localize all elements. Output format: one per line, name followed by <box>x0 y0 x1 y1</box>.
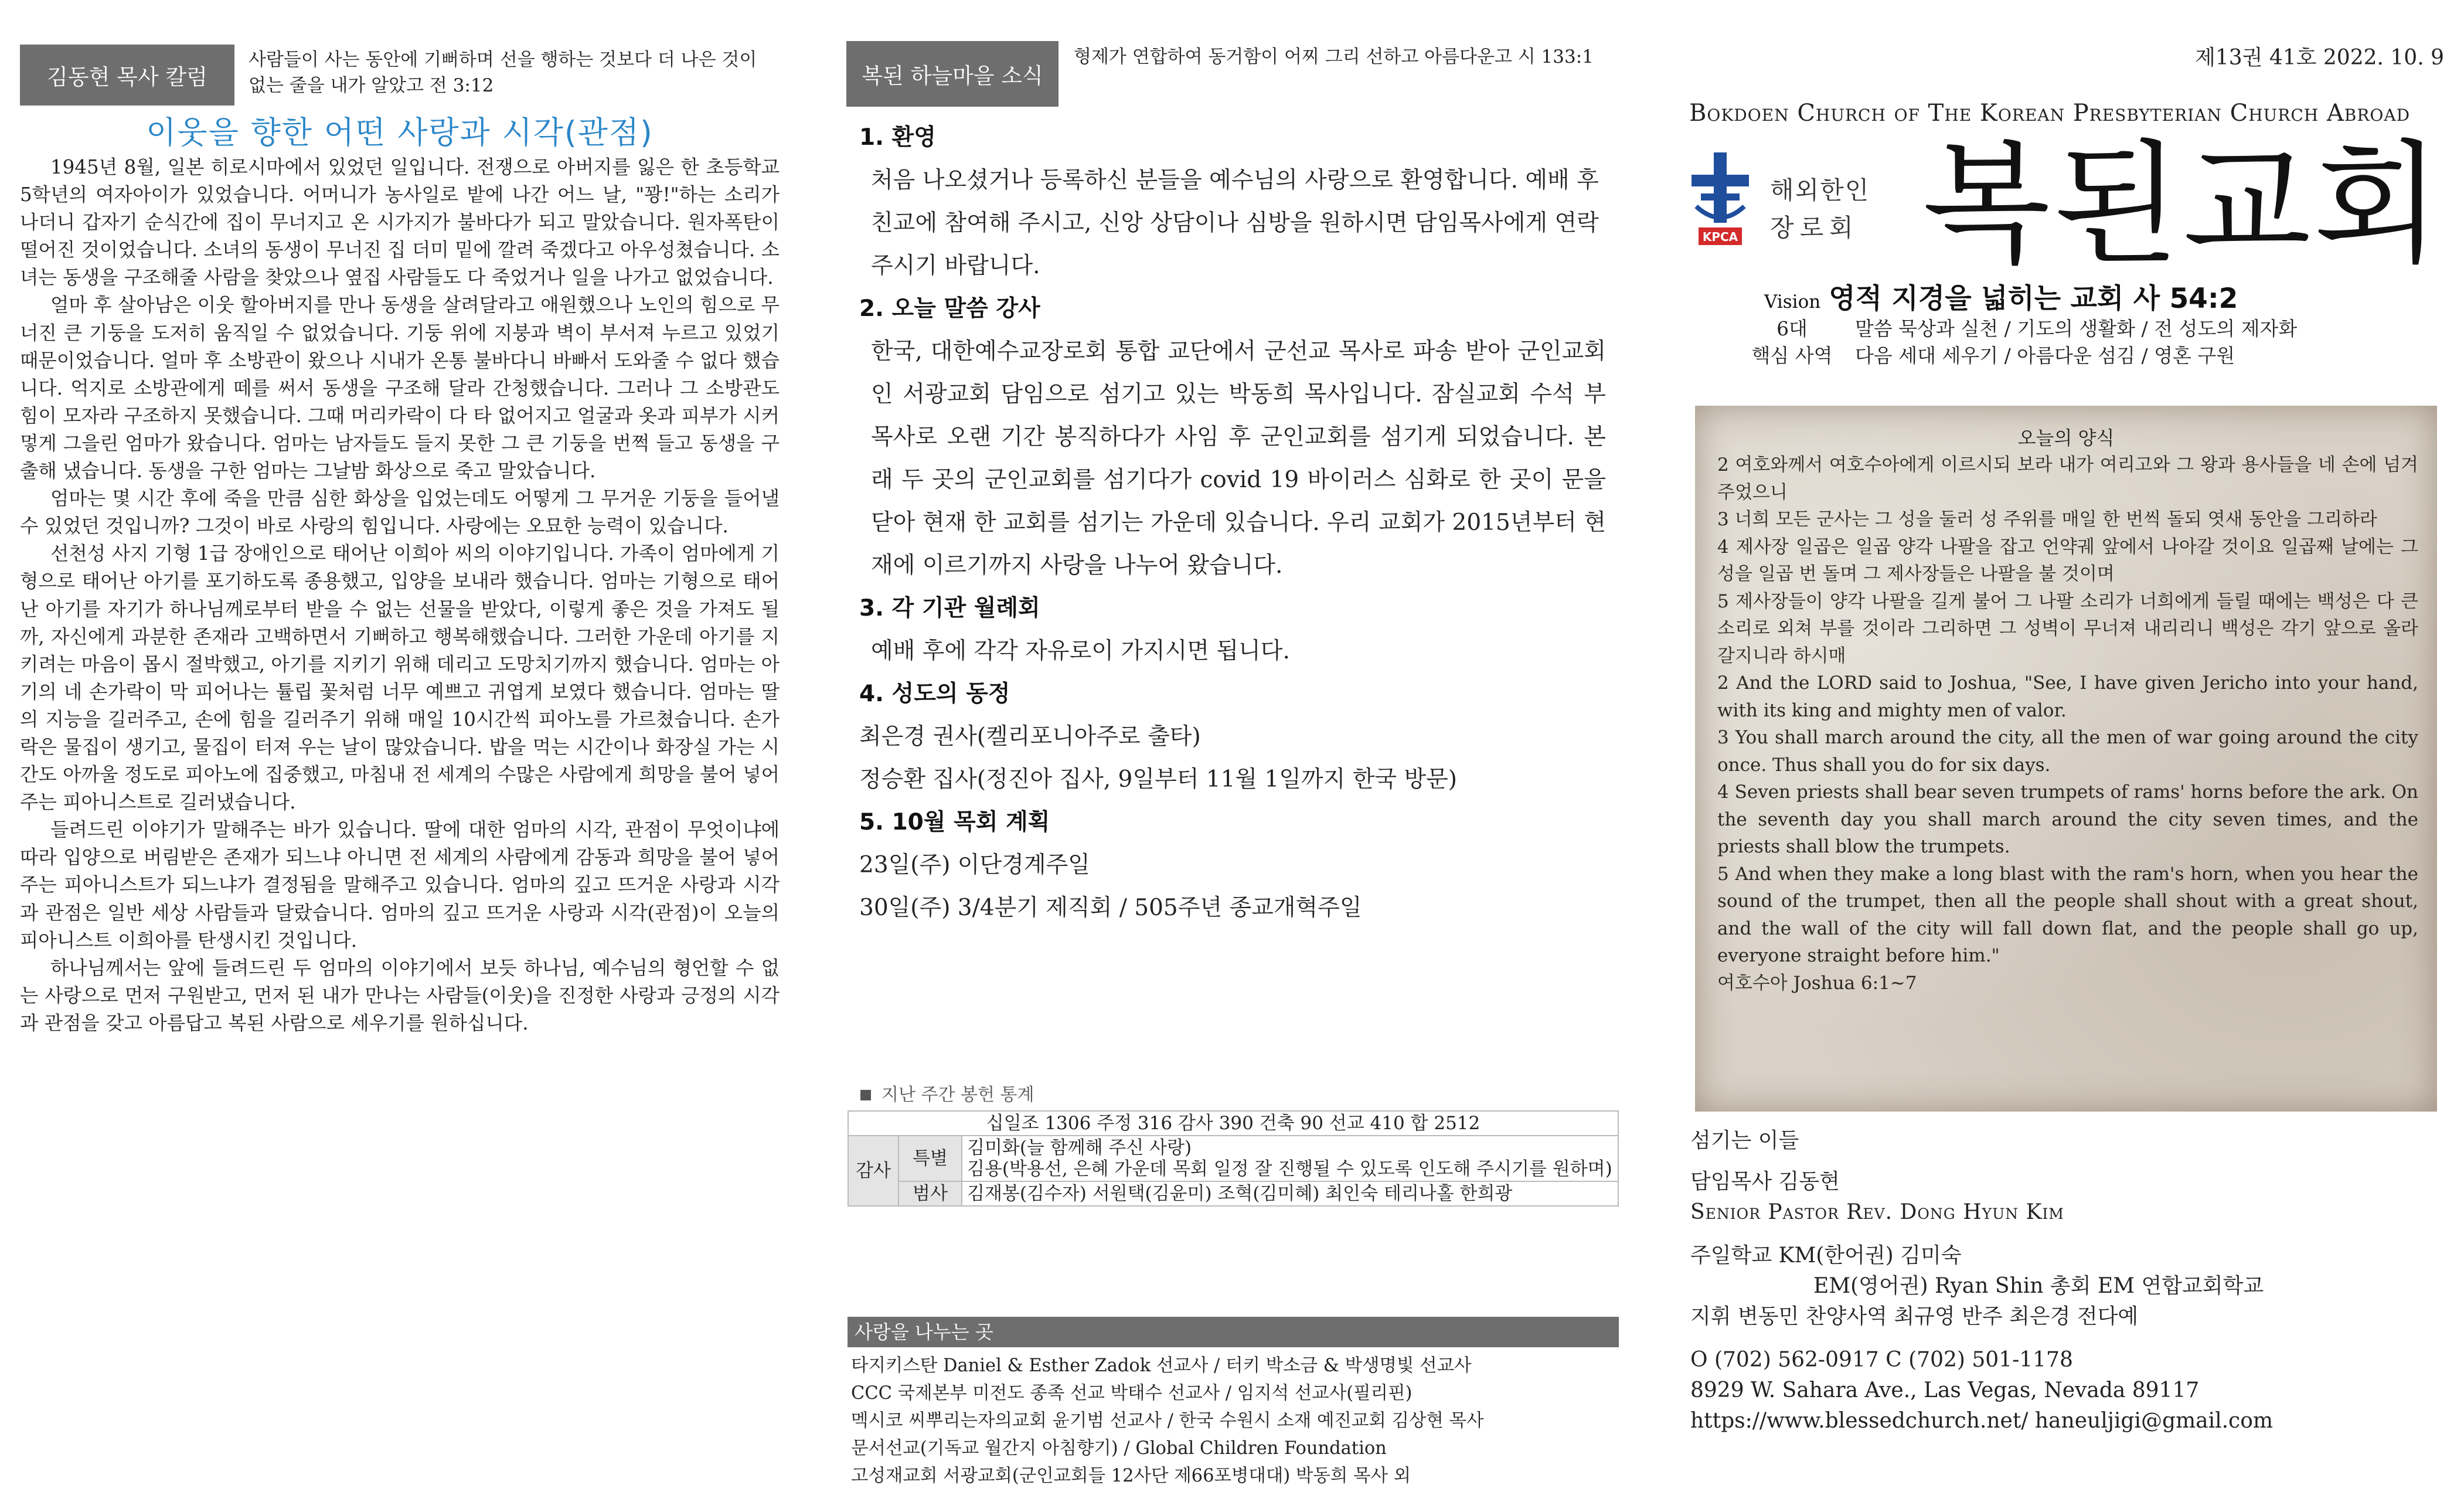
scripture-verse: 4 제사장 일곱은 일곱 양각 나팔을 잡고 언약궤 앞에서 나아갈 것이요 일곱째 날에는 그 성을 일곱 번 돌며 그 제사장들은 나팔을 불 것이며 <box>1717 536 2418 585</box>
web-and-email[interactable]: https://www.blessedchurch.net/ haneuljigi@gmail.com <box>1690 1409 2274 1433</box>
offering-summary: 십일조 1306 주정 316 감사 390 건축 90 선교 410 합 2512 <box>848 1111 1618 1136</box>
issue-info: 제13권 41호 2022. 10. 9 <box>2195 46 2444 70</box>
senior-pastor-ko: 담임목사 김동현 <box>1690 1170 1840 1194</box>
vision-text: 영적 지경을 넓히는 교회 사 54:2 <box>1829 283 2238 315</box>
sharing-item: CCC 국제본부 미전도 종족 선교 박태수 선교사 / 임지석 선교사(필리핀) <box>851 1383 1413 1404</box>
news-header-label: 복된 하늘마을 소식 <box>846 41 1059 107</box>
scripture-verse: 2 And the LORD said to Joshua, "See, I have given Jericho into your hand, with its king and mighty men of valor. <box>1717 672 2418 721</box>
offering-stats-table <box>848 1110 1619 1207</box>
caption-text: 지난 주간 봉헌 통계 <box>882 1085 1034 1105</box>
header-verse: 사람들이 사는 동안에 기뻐하며 선을 행하는 것보다 더 나은 것이 없는 줄을 내가 알았고 전 3:12 <box>249 49 757 96</box>
paragraph: 엄마는 몇 시간 후에 죽을 만큼 심한 화상을 입었는데도 어떻게 그 무거운 기둥을 들어낼 수 있었던 것입니까? 그것이 바로 사랑의 힘입니다. 사랑에는 오묘한 능력이 있습니다. <box>20 487 780 538</box>
news-text: 한국, 대한예수교장로회 통합 교단에서 군선교 목사로 파송 받아 군인교회인 서광교회 담임으로 섬기고 있는 박동희 목사입니다. 잠실교회 수석 부목사로 오랜 기간 봉직하다가 사임 후 군인교회를 섬기게 되었습니다. 본래 두 곳의 군인교회를 섬기다가 covid 19 바이러스 심화로 한 곳이 문을 닫아 현재 한 교회를 섬기는 가운데 있습니다. 우리 교회가 2015년부터 현재에 이르기까지 사랑을 나누어 왔습니다. <box>871 338 1606 579</box>
news-text: 정승환 집사(정진아 집사, 9일부터 11월 1일까지 한국 방문) <box>859 766 1458 793</box>
news-text: 처음 나오셨거나 등록하신 분들을 예수님의 사랑으로 환영합니다. 예배 후 친교에 참여해 주시고, 신앙 상담이나 심방을 원하시면 담임목사에게 연락 주시기 바랍니다. <box>871 167 1599 279</box>
news-section-title: 2. 오늘 말씀 강사 <box>859 295 1040 322</box>
vision-statement <box>1764 277 2238 316</box>
news-text: 23일(주) 이단경계주일 <box>859 852 1090 878</box>
ministries-line: 말씀 묵상과 실천 / 기도의 생활화 / 전 성도의 제자화 <box>1855 317 2298 340</box>
paragraph: 1945년 8월, 일본 히로시마에서 있었던 일입니다. 전쟁으로 아버지를 잃은 한 초등학교 5학년의 여자아이가 있었습니다. 어머니가 농사일로 밭에 나간 어느 날, "꽝!"하는 소리가 나더니 갑자기 순식간에 집이 무너지고 온 시가지가 불바다가 되고 말았습니다. 원자폭탄이 떨어진 것이었습니다. 소녀의 동생이 무너진 집 더미 밑에 깔려 죽겠다고 아우성쳤습니다. 소녀는 동생을 구조해줄 사람을 찾았으나 옆집 사람들도 다 죽었거나 일을 나가고 없었습니다. <box>20 156 780 289</box>
church-name-korean: 복된교회 <box>1922 128 2444 282</box>
column-church-news <box>846 41 1620 1486</box>
paragraph: 얼마 후 살아남은 이웃 할아버지를 만나 동생을 살려달라고 애원했으나 노인의 힘으로 무너진 큰 기둥을 도저히 움직일 수 없었습니다. 기둥 위에 지붕과 벽이 부서져 누르고 있었기 때문이었습니다. 얼마 후 소방관이 왔으나 시내가 온통 불바다니 바빠서 도와줄 수 없다 했습니다. 억지로 소방관에게 떼를 써서 동생을 구조해 달라 간청했습니다. 그러나 그 소방관도 힘이 모자라 구조하지 못했습니다. 그때 머리카락이 다 타 없어지고 얼굴과 옷과 피부가 시커멓게 그을린 엄마가 왔습니다. 엄마는 남자들도 들지 못한 그 큰 기둥을 번쩍 들고 동생을 구출해 냈습니다. 동생을 구한 엄마는 그날밤 화상으로 죽고 말았습니다. <box>20 294 780 483</box>
ministries-label: 핵심 사역 <box>1751 344 1833 367</box>
scripture-verse: 5 제사장들이 양각 나팔을 길게 불어 그 나팔 소리가 너희에게 들릴 때에는 백성은 다 큰 소리로 외쳐 부를 것이라 그리하면 그 성벽이 무너져 내리리니 백성은 각기 앞으로 올라갈지니라 하시매 <box>1717 590 2418 667</box>
staff-title: 섬기는 이들 <box>1690 1129 1799 1153</box>
ministries-label: 6대 <box>1776 317 1808 340</box>
paragraph: 들려드린 이야기가 말해주는 바가 있습니다. 딸에 대한 엄마의 시각, 관점이 무엇이냐에 따라 입양으로 버림받은 존재가 되느냐 아니면 전 세계의 사람에게 감동과 희망을 불어 넣어주는 피아니스트가 되느냐가 결정됨을 말해주고 있습니다. 엄마의 깊고 뜨거운 사랑과 시각과 관점은 일반 세상 사람들과 달랐습니다. 엄마의 깊고 뜨거운 사랑과 시각(관점)이 오늘의 피아니스트 이희아를 탄생시킨 것입니다. <box>20 818 780 952</box>
staff-line: 지휘 변동민 찬양사역 최규영 반주 최은경 전다예 <box>1690 1304 2139 1328</box>
paragraph: 선천성 사지 기형 1급 장애인으로 태어난 이희아 씨의 이야기입니다. 가족이 엄마에게 기형으로 태어난 아기를 포기하도록 종용했고, 입양을 보내라 했습니다. 엄마는 기형으로 태어난 아기를 자기가 하나님께로부터 받을 수 없는 선물을 받았다, 이렇게 좋은 것을 가져도 될까, 자신에게 과분한 존재라 고백하면서 기뻐하고 행복해했습니다. 그러한 가운데 아기를 지키려는 마음이 몹시 절박했고, 아기를 지키기 위해 데리고 도망치기까지 했습니다. 엄마는 아기의 네 손가락이 막 피어나는 튤립 꽃처럼 너무 예쁘고 귀엽게 보였다 했습니다. 엄마는 딸의 지능을 길러주고, 손에 힘을 길러주기 위해 매일 10시간씩 피아노를 가르쳤습니다. 손가락은 물집이 생기고, 물집이 터져 우는 날이 많았습니다. 밥을 먹는 시간이나 화장실 가는 시간도 아까울 정도로 피아노에 집중했고, 마침내 전 세계의 수많은 사람에게 희망을 불어 넣어주는 피아니스트로 길러냈습니다. <box>20 542 780 814</box>
church-name-english: Bokdoen Church of The Korean Presbyterian Church Abroad <box>1689 100 2411 127</box>
column-masthead <box>1682 35 2444 1477</box>
scripture-verse: 3 You shall march around the city, all the men of war going around the city once. Thus shall you do for six days. <box>1717 727 2418 776</box>
staff-line: EM(영어권) Ryan Shin 총회 EM 연합교회학교 <box>1813 1274 2264 1298</box>
sharing-item: 고성재교회 서광교회(군인교회들 12사단 제66포병대대) 박동희 목사 외 <box>851 1466 1411 1486</box>
column-title: 이웃을 향한 어떤 사랑과 시각(관점) <box>146 115 654 151</box>
news-text: 30일(주) 3/4분기 제직회 / 505주년 종교개혁주일 <box>859 895 1362 921</box>
scripture-reference: 여호수아 Joshua 6:1~7 <box>1717 972 1917 994</box>
sharing-item: 타지키스탄 Daniel & Esther Zadok 선교사 / 터키 박소금 & 박생명빛 선교사 <box>851 1355 1472 1376</box>
paragraph: 하나님께서는 앞에 들려드린 두 엄마의 이야기에서 보듯 하나님, 예수님의 형언할 수 없는 사랑으로 먼저 구원받고, 먼저 된 내가 만나는 사람들(이웃)을 진정한 사랑과 긍정의 시각과 관점을 갖고 아름답고 복된 사람으로 세우기를 원하십니다. <box>20 956 780 1034</box>
denomination-line2: 장로회 <box>1770 213 1859 242</box>
column-pastor-column <box>20 45 780 1475</box>
scripture-verse: 4 Seven priests shall bear seven trumpets of rams' horns before the ark. On the seventh day you shall march around the city seven times, and the priests shall blow the trumpets. <box>1717 782 2418 857</box>
stats-row-label: 특별 <box>899 1136 962 1181</box>
offering-stats-caption <box>860 1080 1034 1106</box>
news-text: 최은경 권사(켈리포니아주로 출타) <box>859 723 1201 750</box>
stats-group-label: 감사 <box>848 1136 899 1206</box>
vision-label: Vision <box>1764 291 1821 312</box>
scripture-text <box>1717 451 2418 997</box>
stats-row-value: 김재봉(김수자) 서원택(김윤미) 조혁(김미혜) 최인숙 테리나홀 한희광 <box>962 1181 1618 1206</box>
sharing-header: 사랑을 나누는 곳 <box>848 1317 1619 1347</box>
stats-row-label: 범사 <box>899 1181 962 1206</box>
core-ministries <box>1729 315 2432 369</box>
column-body <box>20 154 780 1037</box>
scripture-verse: 5 And when they make a long blast with the ram's horn, when you hear the sound of the trumpet, then all the people shall shout with a great shout, and the wall of the city will fall down flat, and the people shall go up, everyone straight before him." <box>1717 863 2418 966</box>
daily-bread-panel <box>1695 406 2437 1112</box>
news-section-title: 3. 각 기관 월례회 <box>859 595 1040 621</box>
sharing-list <box>851 1352 1620 1490</box>
stats-row-value: 김미화(늘 함께해 주신 사랑) 김용(박용선, 은혜 가운데 목회 일정 잘 진행될 수 있도록 인도해 주시기를 원하며) <box>962 1136 1618 1181</box>
church-address: 8929 W. Sahara Ave., Las Vegas, Nevada 89117 <box>1690 1378 2200 1402</box>
scripture-verse: 2 여호와께서 여호수아에게 이르시되 보라 내가 여리고와 그 왕과 용사들을 네 손에 넘겨 주었으니 <box>1717 454 2418 503</box>
staff-line: 주일학교 KM(한어권) 김미숙 <box>1690 1243 1962 1268</box>
ministries-line: 다음 세대 세우기 / 아름다운 섬김 / 영혼 구원 <box>1855 344 2235 367</box>
logo-label: KPCA <box>1702 230 1738 244</box>
staff-section <box>1690 1126 2441 1436</box>
scripture-verse: 3 너희 모든 군사는 그 성을 둘러 성 주위를 매일 한 번씩 돌되 엿새 동안을 그리하라 <box>1717 509 2377 530</box>
senior-pastor-en: Senior Pastor Rev. Dong Hyun Kim <box>1690 1200 2064 1224</box>
news-list <box>859 116 1606 929</box>
sharing-item: 문서선교(기독교 월간지 아침향기) / Global Children Foundation <box>851 1438 1387 1459</box>
news-section-title: 5. 10월 목회 계획 <box>859 809 1050 835</box>
news-section-title: 1. 환영 <box>859 124 936 151</box>
kpca-logo-icon <box>1688 152 1752 252</box>
news-section-title: 4. 성도의 동정 <box>859 681 1010 707</box>
denomination-line1: 해외한인 <box>1770 176 1870 205</box>
phone-numbers: O (702) 562-0917 C (702) 501-1178 <box>1690 1348 2073 1372</box>
news-header-verse: 형제가 연합하여 동거함이 어찌 그리 선하고 아름다운고 시 133:1 <box>1074 46 1594 67</box>
bullet-square-icon <box>860 1090 871 1100</box>
news-text: 예배 후에 각각 자유로이 가지시면 됩니다. <box>871 638 1290 664</box>
sharing-item: 멕시코 씨뿌리는자의교회 윤기범 선교사 / 한국 수원시 소재 예진교회 김상현 목사 <box>851 1411 1484 1431</box>
column-header-label: 김동현 목사 칼럼 <box>20 45 234 106</box>
daily-bread-title: 오늘의 양식 <box>2017 427 2115 449</box>
